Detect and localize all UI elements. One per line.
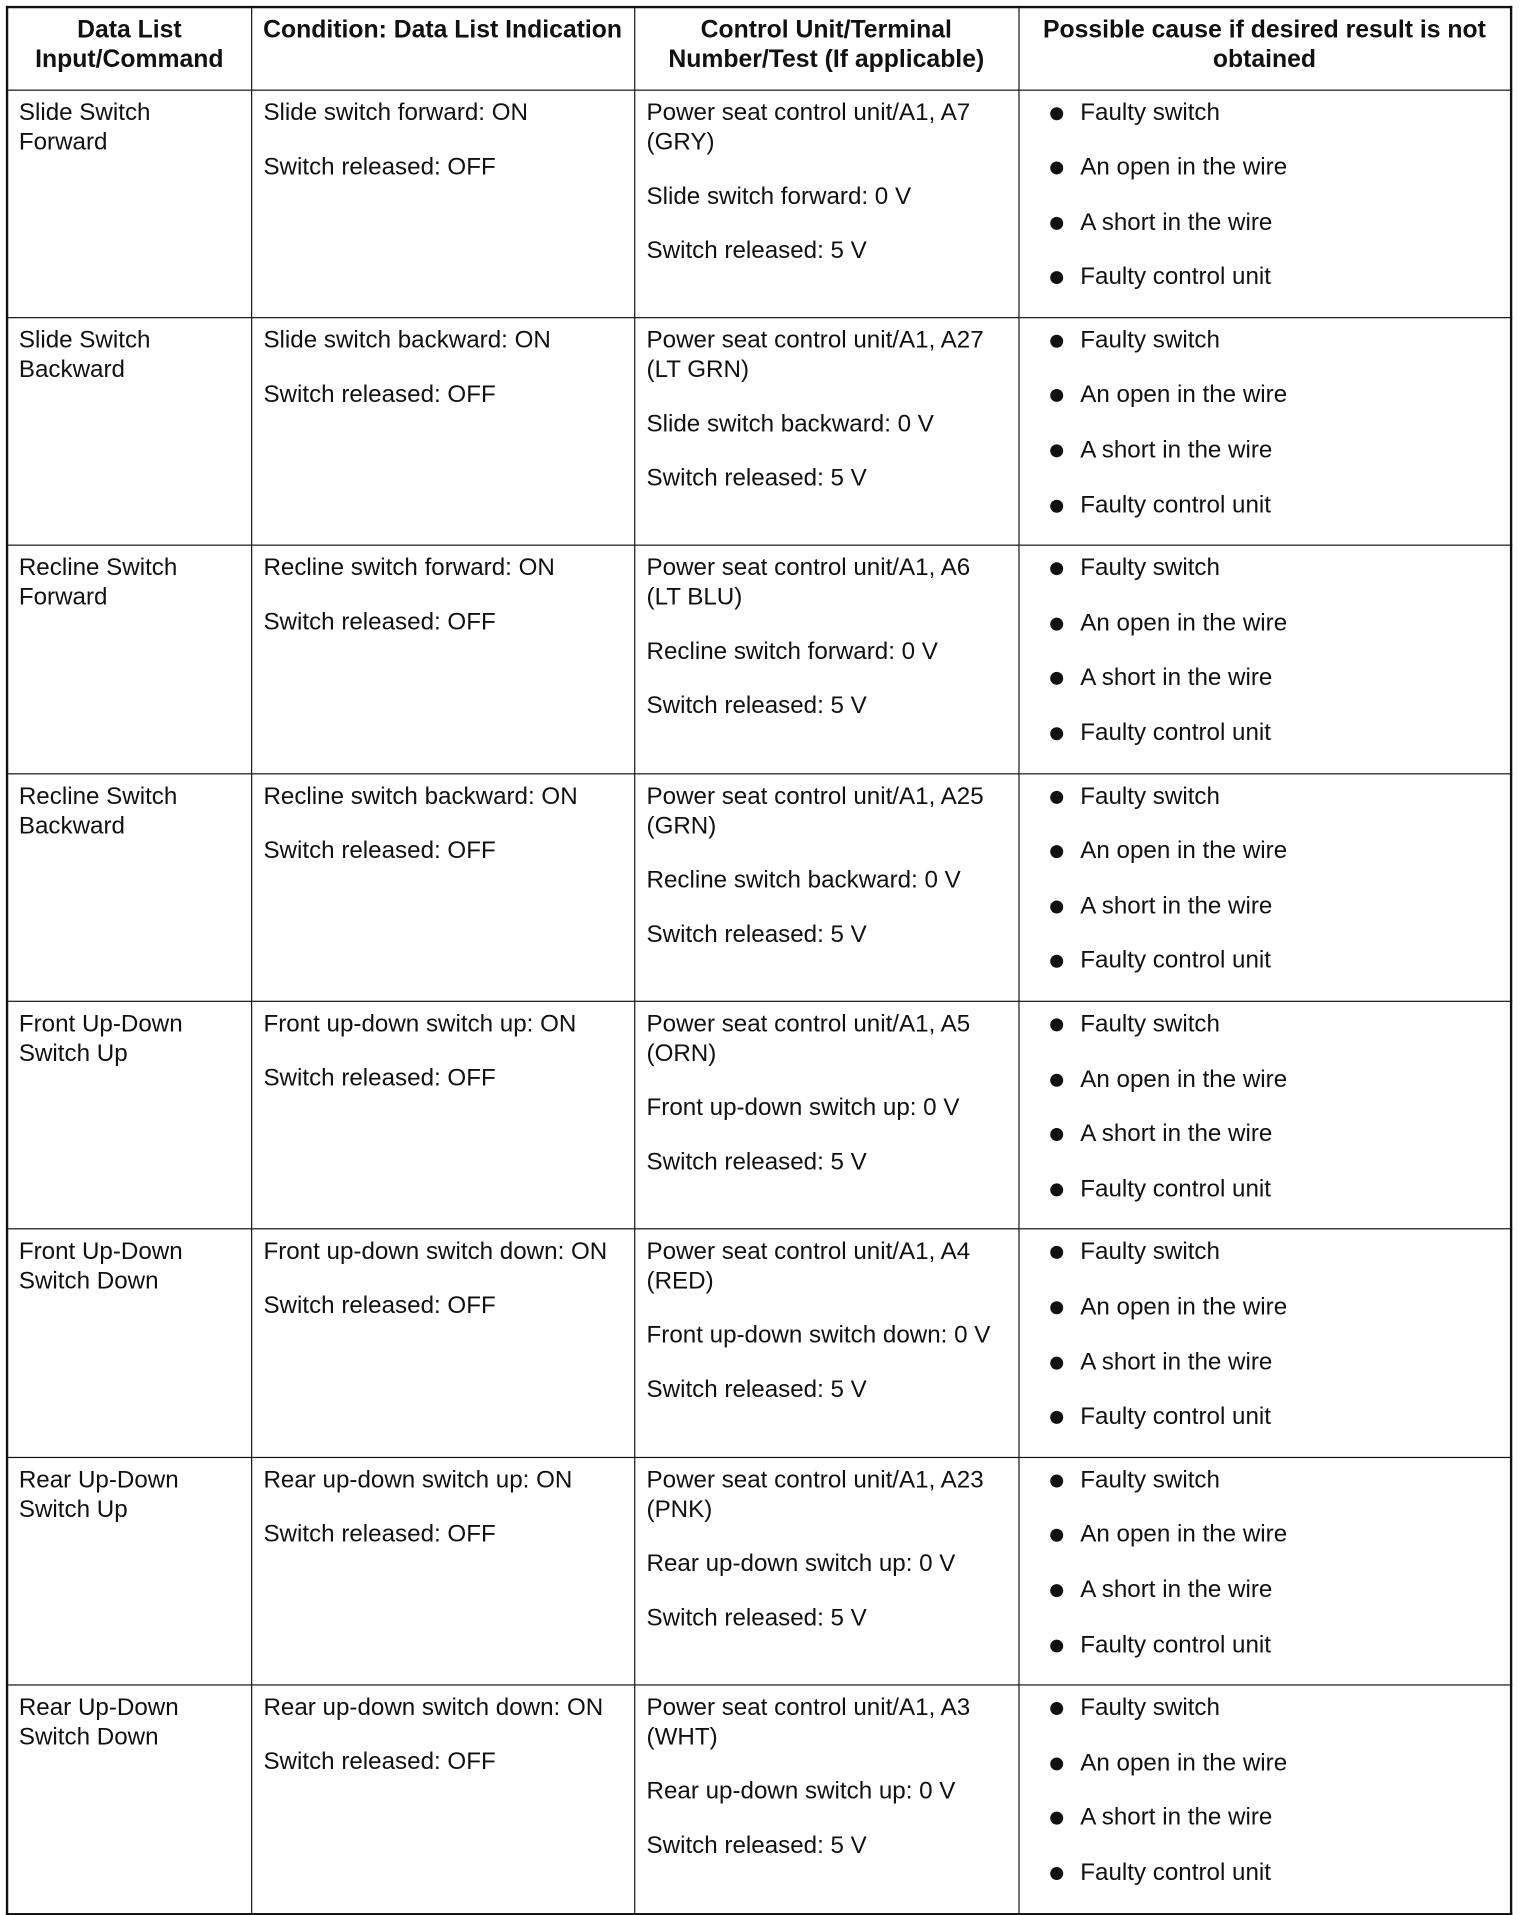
cell-input-command (7, 545, 251, 773)
bullet-icon (1050, 1639, 1063, 1652)
bullet-icon (1050, 672, 1063, 685)
bullet-icon (1050, 390, 1063, 403)
cause-text: Faulty control unit (1080, 263, 1272, 291)
cell-condition (251, 1457, 634, 1685)
cause-text: An open in the wire (1080, 609, 1288, 637)
test-on-text: Slide switch backward: 0 V (646, 410, 934, 438)
cause-text: Faulty switch (1080, 1238, 1220, 1266)
cause-list (1019, 1230, 1510, 1431)
terminal-text: Power seat control unit/A1, A23 (PNK) (646, 1466, 984, 1523)
bullet-icon (1050, 1529, 1063, 1542)
bullet-icon (1050, 1246, 1063, 1259)
cell-terminal-test (634, 1457, 1018, 1685)
input-command-text: Rear Up-Down Switch Up (18, 1466, 179, 1523)
table-row (7, 1229, 1511, 1457)
cause-list (1019, 318, 1510, 519)
cause-text: An open in the wire (1080, 1520, 1288, 1549)
input-command-text: Slide Switch Backward (18, 326, 151, 383)
bullet-icon (1050, 790, 1063, 803)
cause-text: Faulty switch (1080, 1010, 1220, 1038)
cause-item (1050, 1693, 1510, 1722)
bullet-icon (1050, 335, 1063, 348)
cell-input-command (7, 1457, 251, 1685)
test-on-text: Rear up-down switch up: 0 V (646, 1777, 956, 1805)
condition-on-text: Recline switch backward: ON (263, 782, 578, 810)
cause-text: Faulty switch (1080, 98, 1220, 126)
cell-possible-cause (1018, 1229, 1511, 1457)
cause-text: An open in the wire (1080, 1748, 1288, 1776)
table-row (7, 1001, 1511, 1229)
cause-item (1050, 262, 1510, 291)
condition-off-text: Switch released: OFF (263, 380, 496, 408)
header-possible-cause: Possible cause if desired result is not obtained (1018, 7, 1511, 90)
cause-list (1019, 546, 1510, 747)
cell-condition (251, 1001, 634, 1229)
cause-item (1050, 1748, 1510, 1777)
cause-item (1050, 490, 1510, 519)
cause-item (1050, 1174, 1510, 1203)
condition-off-text: Switch released: OFF (263, 152, 496, 180)
data-list-table (6, 6, 1512, 1915)
cause-text: Faulty control unit (1080, 491, 1272, 519)
condition-off-text: Switch released: OFF (263, 1064, 496, 1092)
test-on-text: Front up-down switch up: 0 V (646, 1093, 960, 1121)
cause-item (1050, 1858, 1510, 1887)
cause-item (1050, 781, 1510, 810)
condition-off-text: Switch released: OFF (263, 1520, 496, 1548)
bullet-icon (1050, 217, 1063, 230)
input-command-text: Recline Switch Backward (18, 782, 178, 839)
table-row (7, 773, 1511, 1001)
terminal-text: Power seat control unit/A1, A5 (ORN) (646, 1010, 971, 1067)
cause-item (1050, 435, 1510, 464)
terminal-text: Power seat control unit/A1, A6 (LT BLU) (646, 554, 971, 611)
cell-possible-cause (1018, 1001, 1511, 1229)
cause-item (1050, 1347, 1510, 1376)
input-command-text: Slide Switch Forward (18, 98, 151, 155)
terminal-text: Power seat control unit/A1, A25 (GRN) (646, 782, 984, 839)
cause-text: A short in the wire (1080, 1803, 1273, 1831)
cell-terminal-test (634, 1001, 1018, 1229)
bullet-icon (1050, 845, 1063, 858)
cause-text: Faulty switch (1080, 554, 1220, 582)
condition-on-text: Slide switch forward: ON (263, 98, 528, 126)
cell-condition (251, 545, 634, 773)
test-off-text: Switch released: 5 V (646, 920, 867, 948)
cause-text: Faulty control unit (1080, 719, 1272, 747)
input-command-text: Front Up-Down Switch Down (18, 1238, 183, 1295)
test-on-text: Rear up-down switch up: 0 V (646, 1549, 956, 1577)
cause-text: Faulty control unit (1080, 1858, 1272, 1886)
cell-terminal-test (634, 773, 1018, 1001)
cause-text: An open in the wire (1080, 381, 1288, 409)
cause-item (1050, 718, 1510, 747)
cell-input-command (7, 773, 251, 1001)
cell-terminal-test (634, 90, 1018, 318)
terminal-text: Power seat control unit/A1, A4 (RED) (646, 1238, 971, 1295)
cause-text: An open in the wire (1080, 1292, 1288, 1321)
terminal-text: Power seat control unit/A1, A7 (GRY) (646, 98, 971, 155)
cause-text: Faulty control unit (1080, 1402, 1272, 1430)
cause-list (1019, 1458, 1510, 1659)
bullet-icon (1050, 444, 1063, 457)
condition-on-text: Recline switch forward: ON (263, 554, 555, 582)
header-terminal-test: Control Unit/Terminal Number/Test (If applicable) (634, 7, 1018, 90)
cell-condition (251, 90, 634, 318)
cause-text: Faulty switch (1080, 326, 1220, 354)
bullet-icon (1050, 271, 1063, 284)
cell-possible-cause (1018, 318, 1511, 546)
bullet-icon (1050, 727, 1063, 740)
condition-off-text: Switch released: OFF (263, 836, 496, 864)
test-on-text: Recline switch backward: 0 V (646, 865, 961, 894)
header-input-command: Data List Input/Command (7, 7, 251, 90)
test-off-text: Switch released: 5 V (646, 1831, 867, 1859)
cause-list (1019, 1002, 1510, 1203)
cause-item (1050, 207, 1510, 236)
cause-item (1050, 553, 1510, 582)
cause-text: A short in the wire (1080, 664, 1273, 692)
condition-on-text: Front up-down switch up: ON (263, 1010, 577, 1038)
cell-terminal-test (634, 1685, 1018, 1914)
cell-input-command (7, 1685, 251, 1914)
table-row (7, 545, 1511, 773)
bullet-icon (1050, 1411, 1063, 1424)
cause-item (1050, 1630, 1510, 1659)
test-on-text: Recline switch forward: 0 V (646, 637, 938, 666)
cell-terminal-test (634, 545, 1018, 773)
bullet-icon (1050, 499, 1063, 512)
bullet-icon (1050, 1584, 1063, 1597)
bullet-icon (1050, 107, 1063, 120)
bullet-icon (1050, 1702, 1063, 1715)
condition-off-text: Switch released: OFF (263, 608, 496, 636)
input-command-text: Front Up-Down Switch Up (18, 1010, 183, 1067)
cell-possible-cause (1018, 1457, 1511, 1685)
cause-text: Faulty control unit (1080, 946, 1272, 975)
cause-item (1050, 1402, 1510, 1431)
cell-condition (251, 318, 634, 546)
cause-item (1050, 663, 1510, 692)
cause-list (1019, 90, 1510, 291)
cause-item (1050, 380, 1510, 409)
cell-condition (251, 1685, 634, 1914)
cause-text: A short in the wire (1080, 1347, 1273, 1376)
table-row (7, 1457, 1511, 1685)
bullet-icon (1050, 563, 1063, 576)
bullet-icon (1050, 1757, 1063, 1770)
cause-item (1050, 97, 1510, 126)
cause-text: An open in the wire (1080, 837, 1288, 865)
cell-possible-cause (1018, 1685, 1511, 1914)
cell-input-command (7, 1001, 251, 1229)
condition-on-text: Slide switch backward: ON (263, 326, 551, 354)
cause-text: Faulty switch (1080, 1466, 1220, 1494)
bullet-icon (1050, 162, 1063, 175)
condition-off-text: Switch released: OFF (263, 1748, 496, 1776)
cause-list (1019, 1686, 1510, 1887)
cause-item (1050, 1465, 1510, 1494)
cause-text: Faulty switch (1080, 782, 1220, 810)
cell-condition (251, 773, 634, 1001)
cause-item (1050, 1292, 1510, 1321)
cause-item (1050, 1064, 1510, 1093)
bullet-icon (1050, 900, 1063, 913)
table-row (7, 318, 1511, 546)
test-off-text: Switch released: 5 V (646, 1375, 867, 1404)
cause-text: An open in the wire (1080, 1065, 1288, 1093)
cell-possible-cause (1018, 773, 1511, 1001)
test-off-text: Switch released: 5 V (646, 1148, 867, 1176)
cell-condition (251, 1229, 634, 1457)
cell-terminal-test (634, 318, 1018, 546)
bullet-icon (1050, 1301, 1063, 1314)
cause-item (1050, 891, 1510, 920)
cause-item (1050, 1009, 1510, 1038)
cause-item (1050, 946, 1510, 975)
table-body (7, 90, 1511, 1914)
test-on-text: Slide switch forward: 0 V (646, 182, 912, 210)
cause-text: A short in the wire (1080, 1119, 1273, 1148)
table-header-row (7, 7, 1511, 90)
condition-on-text: Rear up-down switch up: ON (263, 1466, 573, 1494)
terminal-text: Power seat control unit/A1, A3 (WHT) (646, 1693, 971, 1751)
cause-item (1050, 608, 1510, 637)
cause-item (1050, 1575, 1510, 1604)
condition-on-text: Front up-down switch down: ON (263, 1238, 608, 1266)
test-off-text: Switch released: 5 V (646, 464, 867, 492)
input-command-text: Rear Up-Down Switch Down (18, 1693, 179, 1751)
test-off-text: Switch released: 5 V (646, 1603, 867, 1632)
bullet-icon (1050, 617, 1063, 630)
cause-item (1050, 836, 1510, 865)
bullet-icon (1050, 1474, 1063, 1487)
input-command-text: Recline Switch Forward (18, 554, 178, 611)
condition-off-text: Switch released: OFF (263, 1292, 496, 1320)
cell-possible-cause (1018, 545, 1511, 773)
cause-item (1050, 152, 1510, 181)
test-off-text: Switch released: 5 V (646, 236, 867, 264)
bullet-icon (1050, 1356, 1063, 1369)
bullet-icon (1050, 1128, 1063, 1141)
cause-list (1019, 774, 1510, 975)
cause-item (1050, 1237, 1510, 1266)
cause-item (1050, 1803, 1510, 1832)
cause-text: A short in the wire (1080, 1575, 1273, 1603)
bullet-icon (1050, 955, 1063, 968)
cell-input-command (7, 318, 251, 546)
cause-text: A short in the wire (1080, 208, 1273, 236)
cause-item (1050, 325, 1510, 354)
cause-text: Faulty control unit (1080, 1174, 1272, 1203)
terminal-text: Power seat control unit/A1, A27 (LT GRN) (646, 326, 984, 383)
cause-text: A short in the wire (1080, 436, 1273, 464)
bullet-icon (1050, 1018, 1063, 1031)
table-row (7, 90, 1511, 318)
test-off-text: Switch released: 5 V (646, 692, 867, 720)
cell-input-command (7, 90, 251, 318)
cause-text: Faulty switch (1080, 1693, 1220, 1722)
bullet-icon (1050, 1073, 1063, 1086)
cell-possible-cause (1018, 90, 1511, 318)
cell-terminal-test (634, 1229, 1018, 1457)
bullet-icon (1050, 1867, 1063, 1880)
bullet-icon (1050, 1183, 1063, 1196)
cell-input-command (7, 1229, 251, 1457)
cause-item (1050, 1119, 1510, 1148)
condition-on-text: Rear up-down switch down: ON (263, 1693, 604, 1722)
cause-text: An open in the wire (1080, 153, 1288, 181)
table-row (7, 1685, 1511, 1914)
cause-text: Faulty control unit (1080, 1630, 1272, 1658)
cause-item (1050, 1520, 1510, 1549)
cause-text: A short in the wire (1080, 892, 1273, 920)
header-condition: Condition: Data List Indication (251, 7, 634, 90)
bullet-icon (1050, 1812, 1063, 1825)
test-on-text: Front up-down switch down: 0 V (646, 1321, 991, 1349)
